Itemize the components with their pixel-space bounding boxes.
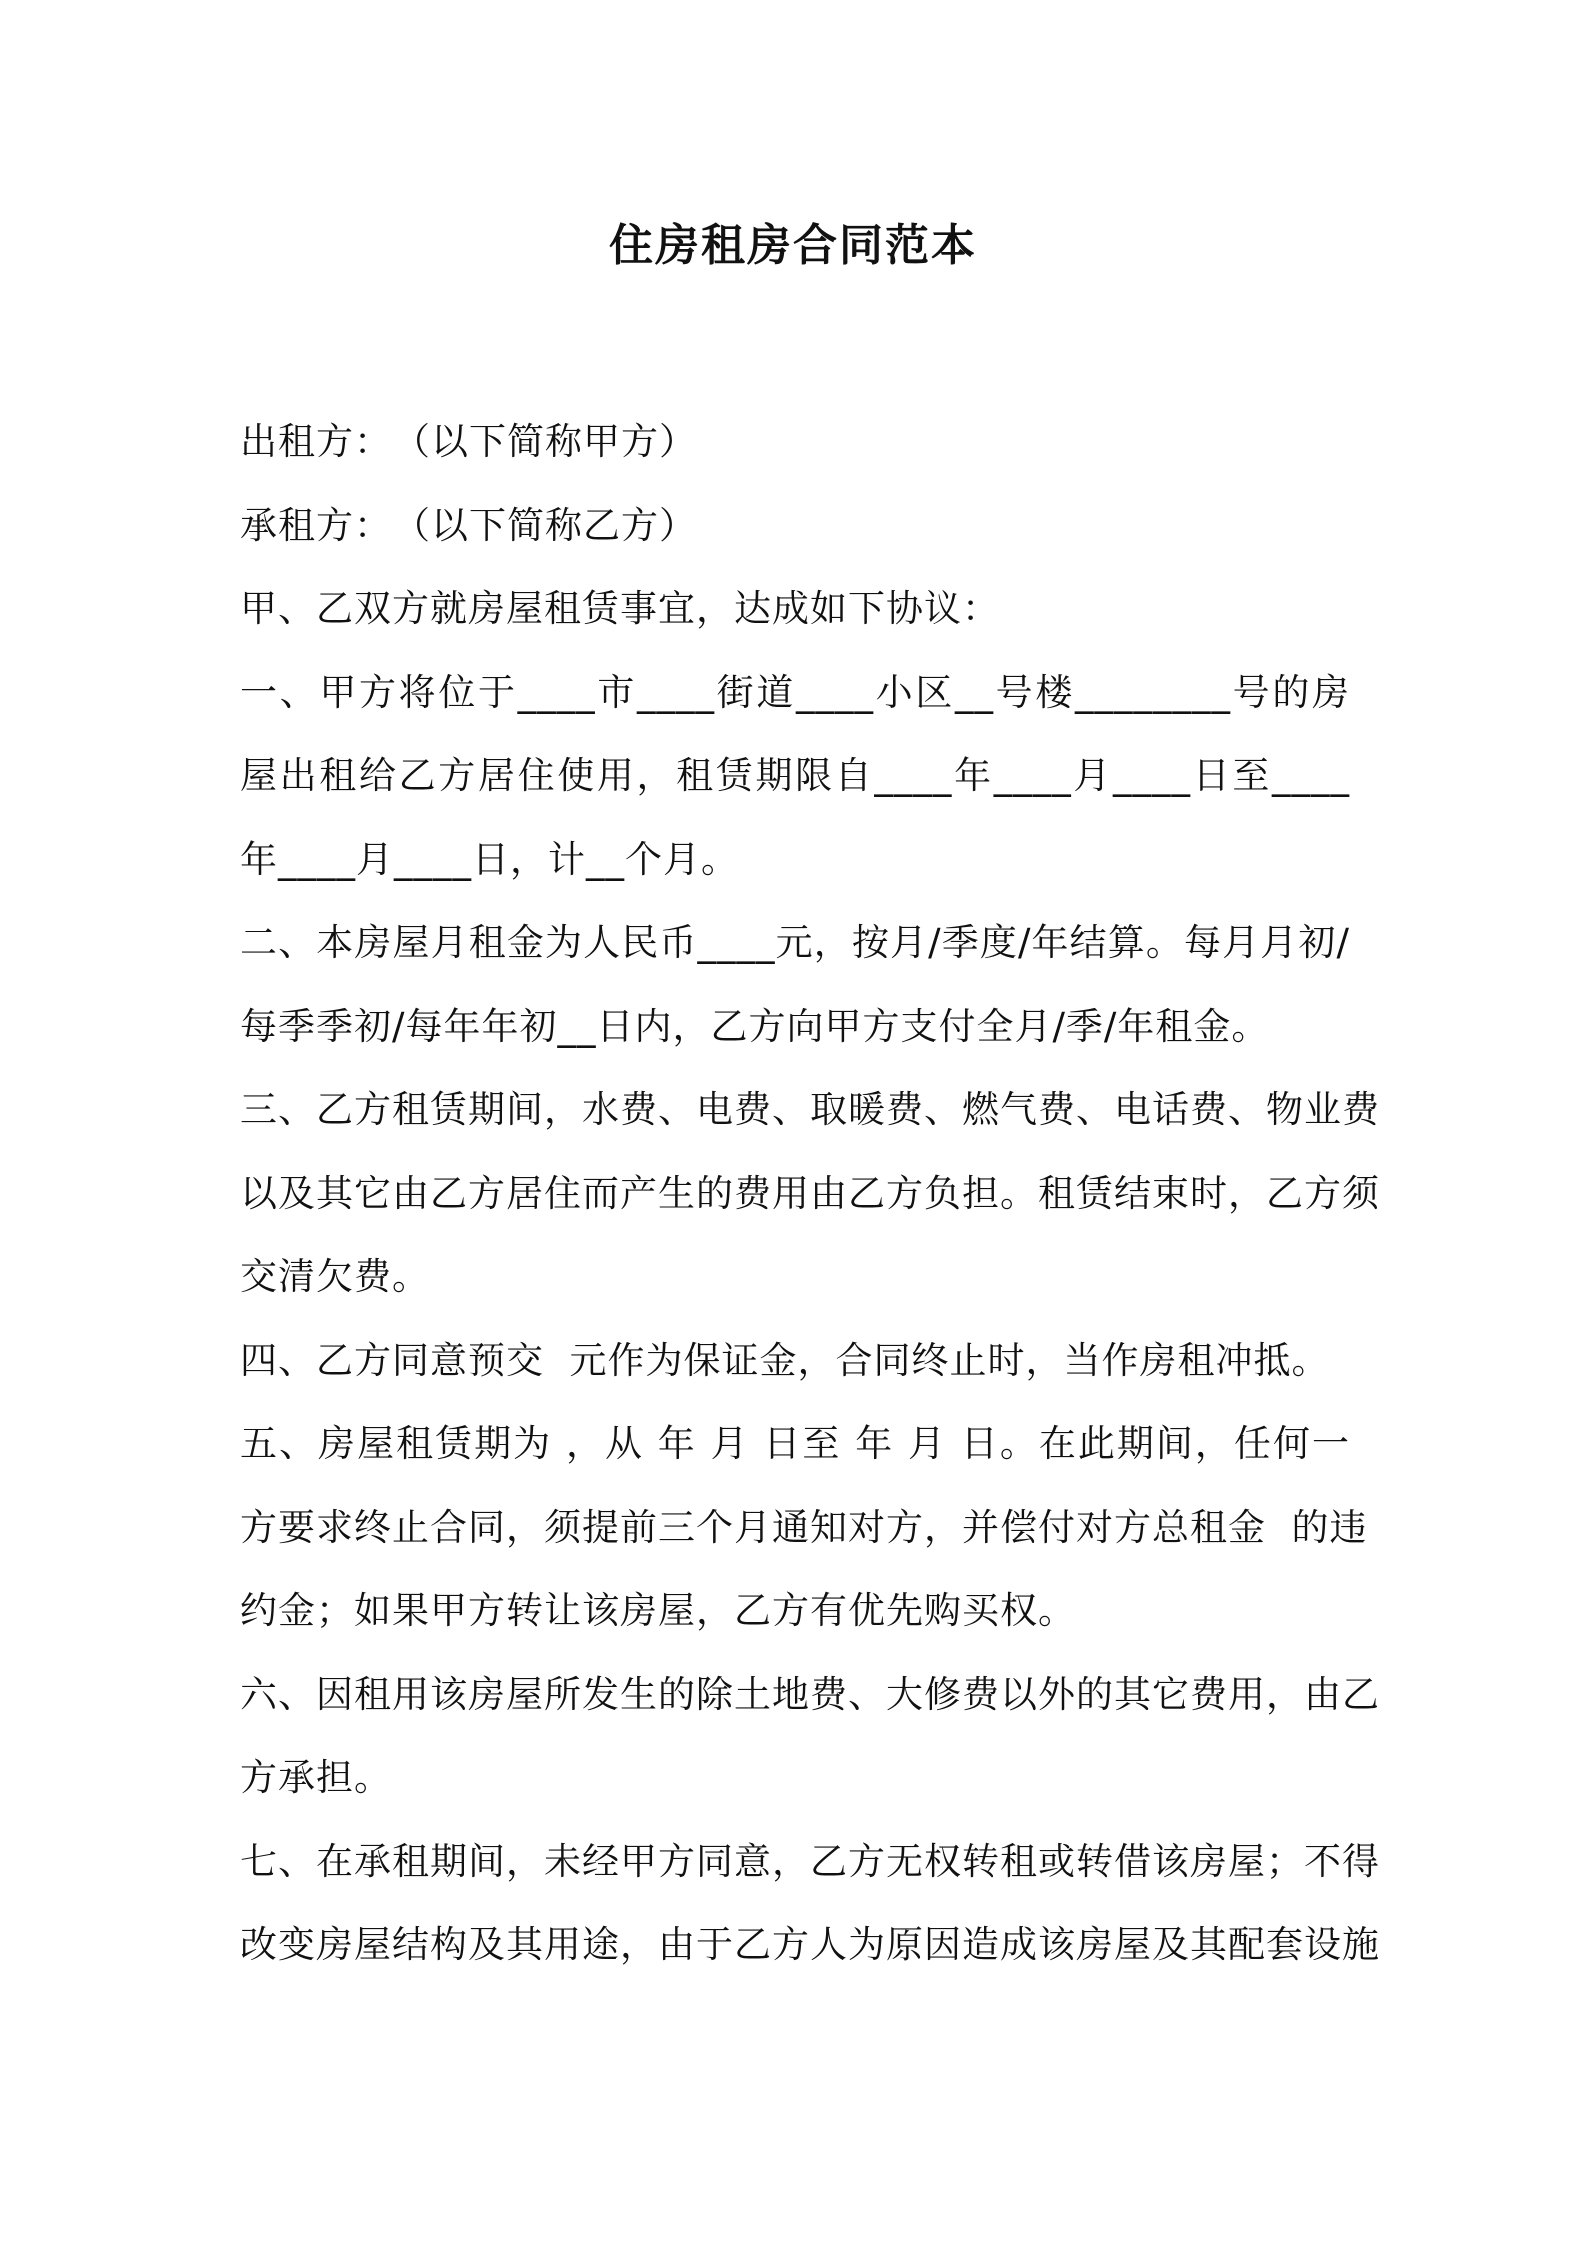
paragraph-line-clause-5a: 五、房屋租赁期为 ，从 年 月 日至 年 月 日。在此期间，任何一 (240, 1422, 1350, 1465)
paragraph-line-clause-5c: 约金；如果甲方转让该房屋，乙方有优先购买权。 (240, 1589, 1076, 1632)
paragraph-line-clause-1c: 年____月____日，计__个月。 (240, 837, 739, 881)
paragraph-line-agreement-intro: 甲、乙双方就房屋租赁事宜，达成如下协议： (240, 587, 1000, 630)
paragraph-line-clause-3a: 三、乙方租赁期间，水费、电费、取暖费、燃气费、电话费、物业费 (240, 1088, 1380, 1131)
paragraph-line-clause-2a: 二、本房屋月租金为人民币____元，按月/季度/年结算。每月月初/ (240, 921, 1350, 964)
paragraph-line-clause-7a: 七、在承租期间，未经甲方同意，乙方无权转租或转借该房屋；不得 (240, 1839, 1380, 1883)
paragraph-line-lessee: 承租方： （以下简称乙方） (240, 503, 697, 547)
paragraph-line-clause-4: 四、乙方同意预交 元作为保证金，合同终止时，当作房租冲抵。 (240, 1338, 1330, 1382)
paragraph-line-clause-3b: 以及其它由乙方居住而产生的费用由乙方负担。租赁结束时，乙方须 (240, 1171, 1380, 1215)
paragraph-line-clause-3c: 交清欠费。 (240, 1255, 430, 1298)
paragraph-line-lessor: 出租方： （以下简称甲方） (240, 420, 697, 463)
paragraph-line-clause-7b: 改变房屋结构及其用途，由于乙方人为原因造成该房屋及其配套设施 (240, 1923, 1380, 1966)
paragraph-line-clause-1b: 屋出租给乙方居住使用，租赁期限自____年____月____日至____ (240, 754, 1350, 797)
contract-body (240, 400, 1380, 1987)
page-title: 住房租房合同范本 (609, 220, 977, 271)
paragraph-line-clause-6b: 方承担。 (240, 1756, 392, 1799)
paragraph-line-clause-6a: 六、因租用该房屋所发生的除土地费、大修费以外的其它费用，由乙 (240, 1672, 1380, 1716)
paragraph-line-clause-5b: 方要求终止合同，须提前三个月通知对方，并偿付对方总租金 的违 (240, 1505, 1368, 1549)
paragraph-line-clause-2b: 每季季初/每年年初__日内，乙方向甲方支付全月/季/年租金。 (240, 1004, 1270, 1048)
paragraph-line-clause-1a: 一、甲方将位于____市____街道____小区__号楼________号的房 (240, 670, 1350, 714)
